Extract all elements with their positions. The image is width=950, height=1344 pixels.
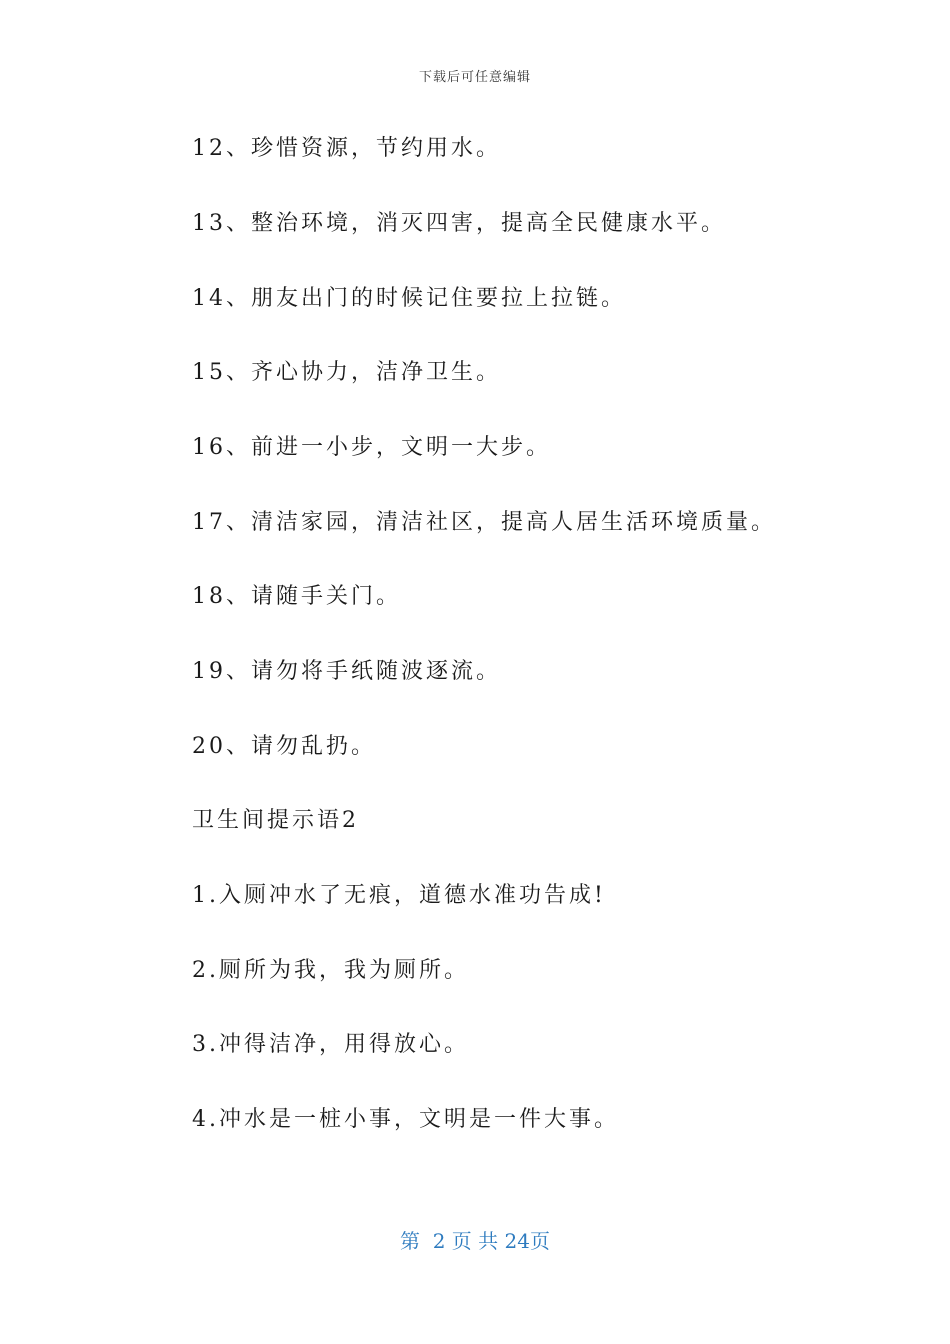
section-heading: 卫生间提示语2 (192, 808, 359, 833)
text-line: 1.入厕冲水了无痕，道德水准功告成! (192, 883, 606, 908)
text-line: 14、朋友出门的时候记住要拉上拉链。 (192, 286, 626, 311)
text-line: 15、齐心协力，洁净卫生。 (192, 360, 501, 385)
text-line: 3.冲得洁净，用得放心。 (192, 1032, 469, 1057)
text-line: 20、请勿乱扔。 (192, 734, 376, 759)
text-line: 4.冲水是一桩小事，文明是一件大事。 (192, 1107, 619, 1132)
page-number-footer: 第 2 页 共 24页 (400, 1229, 550, 1253)
text-line: 19、请勿将手纸随波逐流。 (192, 659, 501, 684)
text-line: 16、前进一小步，文明一大步。 (192, 435, 551, 460)
text-line: 13、整治环境，消灭四害，提高全民健康水平。 (192, 211, 726, 236)
text-line: 2.厕所为我，我为厕所。 (192, 958, 469, 983)
header-note: 下载后可任意编辑 (418, 70, 531, 85)
text-line: 12、珍惜资源，节约用水。 (192, 136, 501, 161)
text-line: 18、请随手关门。 (192, 584, 401, 609)
text-line: 17、清洁家园，清洁社区，提高人居生活环境质量。 (192, 510, 776, 535)
